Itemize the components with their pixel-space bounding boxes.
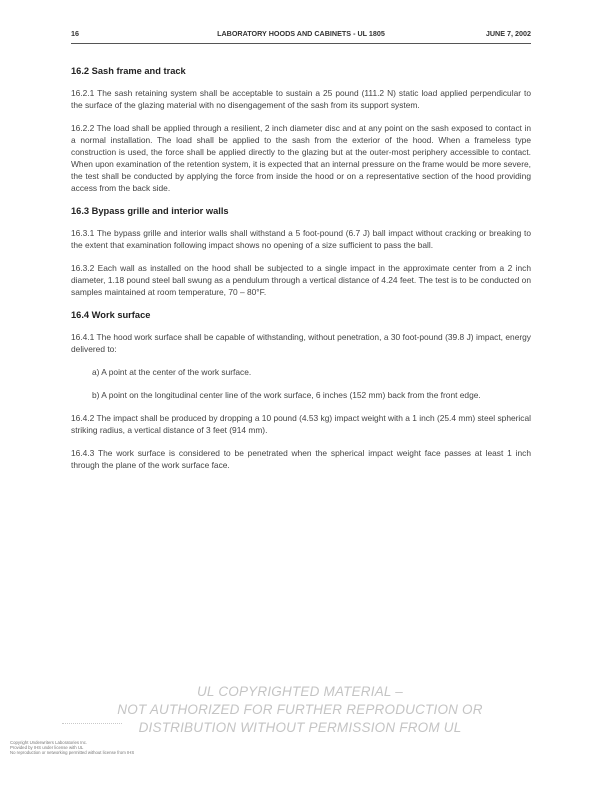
- footer-line-3: No reproduction or networking permitted without license from IHS: [10, 750, 135, 756]
- footer-line-2: Provided by IHS under license with UL: [10, 745, 84, 751]
- footer-line-1: Copyright Underwriters Laboratories Inc.: [10, 740, 88, 745]
- paragraph-16-4-2: 16.4.2 The impact shall be produced by dropping a 10 pound (4.53 kg) impact weight with a 1 inch (25.4 mm) steel spherical striking radius, a vertical distance of 3 feet (914 mm).: [71, 413, 531, 435]
- license-footer: [10, 740, 134, 756]
- section-heading-16-3: 16.3 Bypass grille and interior walls: [71, 206, 229, 216]
- paragraph-16-4-3: 16.4.3 The work surface is considered to be penetrated when the spherical impact weight face passes at least 1 inch through the plane of the work surface face.: [71, 448, 531, 470]
- paragraph-16-2-1: 16.2.1 The sash retaining system shall be acceptable to sustain a 25 pound (111.2 N) static load applied perpendicular to the surface of the glazing material with no disengagement of the sash from its support system.: [71, 88, 531, 110]
- section-heading-16-2: 16.2 Sash frame and track: [71, 66, 186, 76]
- paragraph-16-3-2: 16.3.2 Each wall as installed on the hood shall be subjected to a single impact in the approximate center from a 2 inch diameter, 1.18 pound steel ball swung as a pendulum through a vertical distance of 4.24 feet. The test is to be conducted on samples maintained at room temperature, 70 – 80°F.: [71, 263, 531, 297]
- running-title: LABORATORY HOODS AND CABINETS - UL 1805: [217, 29, 385, 38]
- page-number: 16: [71, 29, 79, 38]
- watermark-line-2: NOT AUTHORIZED FOR FURTHER REPRODUCTION OR: [117, 702, 483, 717]
- header-date: JUNE 7, 2002: [485, 29, 531, 38]
- page-header: [71, 29, 531, 41]
- paragraph-16-2-2: 16.2.2 The load shall be applied through a resilient, 2 inch diameter disc and at any point on the sash exposed to contact in a normal installation. The load shall be applied to the sash from the exterior of the hood. When a frameless type construction is used, the force shall be applied directly to the glazing but at the outer-most periphery accessible to contact. When upon examination of the retention system, it is expected that an internal pressure on the frame would be more severe, the test shall be conducted by applying the force from inside the hood or on a representative section of the hood providing access from the back side.: [71, 123, 531, 193]
- watermark-line-1: UL COPYRIGHTED MATERIAL –: [196, 684, 404, 699]
- header-rule: [71, 43, 531, 44]
- paragraph-16-3-1: 16.3.1 The bypass grille and interior walls shall withstand a 5 foot-pound (6.7 J) ball impact without cracking or breaking to the extent that examination following impact shows no opening of a size sufficient to pass the ball.: [71, 228, 531, 250]
- page-body: [71, 65, 531, 482]
- list-item-a: a) A point at the center of the work surface.: [92, 367, 252, 377]
- watermark-line-3: DISTRIBUTION WITHOUT PERMISSION FROM UL: [138, 720, 462, 735]
- copyright-watermark: [0, 683, 600, 737]
- paragraph-16-4-1: 16.4.1 The hood work surface shall be capable of withstanding, without penetration, a 30 foot-pound (39.8 J) impact, energy delivered to:: [71, 332, 531, 354]
- list-item-b: b) A point on the longitudinal center line of the work surface, 6 inches (152 mm) back from the front edge.: [92, 390, 481, 400]
- watermark-dotted-mark: [62, 723, 122, 724]
- section-heading-16-4: 16.4 Work surface: [71, 310, 151, 320]
